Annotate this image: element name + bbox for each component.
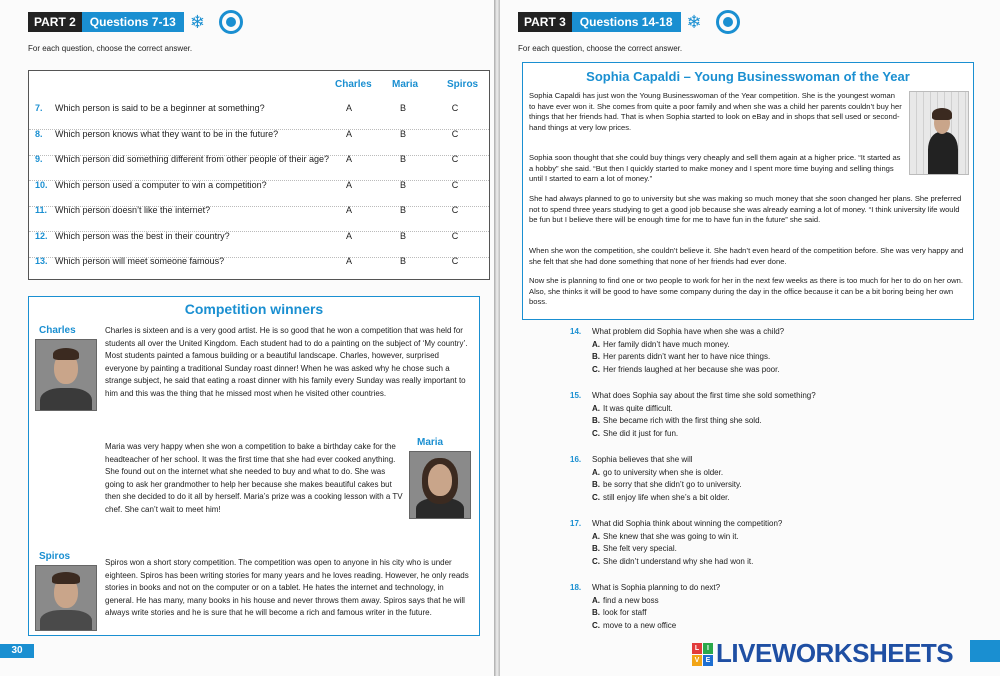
option-text: go to university when she is older. — [603, 467, 724, 477]
option-letter: C. — [592, 620, 600, 630]
option-letter: B. — [592, 544, 600, 553]
question-number: 10. — [35, 179, 48, 190]
option-text: Her friends laughed at her because she was poor. — [603, 364, 780, 374]
instruction: For each question, choose the correct answer. — [28, 44, 193, 53]
question-number: 18. — [570, 583, 582, 592]
option-letter: A. — [592, 531, 600, 541]
question-text: Sophia believes that she will — [592, 455, 693, 464]
question-number: 17. — [570, 519, 582, 528]
option-letter: B. — [592, 480, 600, 489]
match-row — [29, 180, 489, 207]
option-b[interactable]: B — [399, 128, 406, 139]
part-label: PART 2 — [28, 12, 82, 32]
option-letter: B. — [592, 608, 600, 617]
option-letter: C. — [592, 556, 600, 566]
article-paragraph-5: Now she is planning to find one or two people to work for her in the next few weeks as there is too much for her to do on her own. Also, she thinks it will be good to have some company during the day in the office because it can be a bit boring being her own boss. — [529, 276, 963, 306]
answer-option[interactable] — [570, 479, 742, 492]
article-paragraph-1: Sophia Capaldi has just won the Young Businesswoman of the Year competition. She is the youngest woman to have ever won it. She comes from quite a poor family and when she was a child her parents couldn’t buy her things that her friends had. That is when Sophia started to look on eBay and in shops that sell used or second-hand things at very low prices. — [529, 91, 902, 132]
option-a[interactable]: A — [345, 205, 352, 215]
question-stem — [570, 454, 742, 467]
question-text: What is Sophia planning to do next? — [592, 583, 721, 592]
logo-text: LIVEWORKSHEETS — [716, 638, 954, 668]
option-a[interactable]: A — [345, 230, 352, 241]
spiros-name: Spiros — [39, 551, 71, 562]
question-text: Which person doesn’t like the internet? — [55, 205, 211, 215]
option-text: be sorry that she didn’t go to university. — [603, 480, 742, 489]
option-letter: C. — [592, 364, 600, 374]
question-number: 9. — [35, 154, 43, 164]
target-icon — [716, 10, 740, 34]
option-c[interactable]: C — [451, 128, 459, 139]
question-number: 16. — [570, 455, 582, 464]
snowflake-icon: ❄ — [189, 12, 205, 32]
match-row — [29, 205, 489, 232]
answer-option[interactable] — [570, 607, 720, 620]
option-letter: C. — [592, 428, 600, 438]
question-number: 13. — [35, 256, 48, 266]
option-b[interactable]: B — [399, 179, 406, 190]
matching-table — [28, 70, 490, 280]
answer-option[interactable] — [570, 620, 720, 633]
header-spiros: Spiros — [447, 79, 479, 90]
question-block — [570, 326, 784, 376]
option-a[interactable]: A — [345, 128, 352, 139]
option-text: Her family didn’t have much money. — [603, 339, 730, 349]
option-c[interactable]: C — [451, 205, 459, 215]
article-box — [522, 62, 974, 320]
question-text: Which person will meet someone famous? — [55, 256, 225, 266]
right-page — [500, 0, 1000, 676]
match-row — [29, 231, 489, 258]
article-title: Sophia Capaldi – Young Businesswoman of the Year — [586, 69, 910, 84]
question-number: 15. — [570, 391, 582, 400]
answer-option[interactable] — [570, 543, 782, 556]
logo-icon: L I V E — [692, 643, 712, 665]
question-number: 14. — [570, 327, 582, 336]
match-row — [29, 256, 489, 282]
businesswoman-photo — [909, 91, 969, 175]
answer-option[interactable] — [570, 531, 782, 544]
answer-option[interactable] — [570, 364, 784, 377]
answer-option[interactable] — [570, 492, 742, 505]
answer-option[interactable] — [570, 556, 782, 569]
match-row — [29, 103, 489, 130]
option-letter: A. — [592, 467, 600, 477]
question-stem — [570, 582, 720, 595]
option-text: find a new boss — [603, 595, 659, 605]
question-number: 12. — [35, 230, 48, 241]
option-letter: C. — [592, 492, 600, 502]
question-block — [570, 390, 816, 440]
option-text: She felt very special. — [603, 544, 677, 553]
liveworksheets-logo — [692, 638, 953, 669]
option-c[interactable]: C — [451, 230, 459, 241]
option-c[interactable]: C — [451, 154, 459, 164]
option-b[interactable]: B — [399, 205, 406, 215]
question-text: Which person knows what they want to be in the future? — [55, 128, 279, 139]
option-text: still enjoy life when she’s a bit older. — [603, 492, 730, 502]
question-text: What problem did Sophia have when she was a child? — [592, 327, 785, 336]
option-a[interactable]: A — [345, 154, 352, 164]
question-text: What does Sophia say about the first time she sold something? — [592, 391, 816, 400]
question-block — [570, 518, 782, 568]
question-text: Which person used a computer to win a competition? — [55, 179, 267, 190]
option-text: She became rich with the first thing she sold. — [603, 416, 762, 425]
option-text: She did it just for fun. — [603, 428, 679, 438]
option-b[interactable]: B — [399, 103, 406, 113]
instruction: For each question, choose the correct answer. — [518, 44, 683, 53]
header-maria: Maria — [392, 79, 419, 90]
option-letter: B. — [592, 352, 600, 361]
option-letter: A. — [592, 339, 600, 349]
question-block — [570, 454, 742, 504]
answer-option[interactable] — [570, 428, 816, 441]
spiros-photo — [35, 565, 97, 631]
article-paragraph-2: Sophia soon thought that she could buy things very cheaply and sell them again at a higher price. “It started as a hobby” she said. “But then I quickly started to make money and I spent more time buying and selling things until I started to earn a lot of money.” — [529, 153, 901, 183]
match-row — [29, 129, 489, 156]
article-paragraph-3: She had always planned to go to university but she was making so much money that she soon changed her plans. She preferred not to spend three years studying to get a good job because she was already earning a lot of money. “I think university life would be fun but I believe there will be enough time for me to have fun in the future” she said. — [529, 194, 962, 224]
question-text: Which person was the best in their country? — [55, 230, 230, 241]
competition-box — [28, 296, 480, 636]
maria-text: Maria was very happy when she won a competition to bake a birthday cake for the headteacher of her school. It was the first time that she had ever cooked anything. She found out on the internet what she needed to buy and what to do. She was going to ask her grandmother to help her because she makes beautiful cakes but then she decided to do it all by herself. Maria’s prize was a cooking lesson with a TV chef. She can’t wait to meet him! — [105, 442, 403, 514]
option-text: It was quite difficult. — [603, 403, 673, 413]
part-questions: Questions 7-13 — [82, 12, 184, 32]
option-letter: B. — [592, 416, 600, 425]
question-number: 11. — [35, 205, 48, 215]
maria-name: Maria — [417, 437, 444, 448]
option-b[interactable]: B — [399, 230, 406, 241]
article-paragraph-4: When she won the competition, she couldn’t believe it. She hadn’t even heard of the competition before. She was very happy and she felt that she had done something that none of her friends had ever done. — [529, 246, 964, 266]
part-questions: Questions 14-18 — [572, 12, 681, 32]
target-icon — [219, 10, 243, 34]
option-b[interactable]: B — [399, 256, 406, 266]
option-c[interactable]: C — [451, 179, 459, 190]
answer-option[interactable] — [570, 415, 816, 428]
answer-option[interactable] — [570, 595, 720, 608]
match-row — [29, 154, 489, 181]
option-text: move to a new office — [603, 620, 677, 630]
answer-option[interactable] — [570, 403, 816, 416]
question-number: 8. — [35, 128, 43, 139]
question-text: Which person did something different from other people of their age? — [55, 154, 329, 164]
spiros-text: Spiros won a short story competition. The competition was open to anyone in his city who is under eighteen. Spiros has been writing stories for many years and he loves reading. However, he only reads stories in books and not on the computer or on a tablet. He hates the internet and technology, in general. He has many, many books in his house and never throws them away. Spiros says that he will always write stories and he is sure that he will become a rich and famous writer in the future. — [105, 558, 469, 617]
question-text: Which person is said to be a beginner at something? — [55, 103, 265, 113]
option-text: She knew that she was going to win it. — [603, 531, 739, 541]
answer-option[interactable] — [570, 467, 742, 480]
option-text: look for staff — [603, 608, 647, 617]
question-number: 7. — [35, 103, 43, 113]
question-stem — [570, 326, 784, 339]
answer-option[interactable] — [570, 351, 784, 364]
charles-text: Charles is sixteen and is a very good artist. He is so good that he won a competition that was held for students all over the United Kingdom. Each student had to do a painting on the subject of ‘My country’. Most students painted a famous building or a beautiful landscape. Charles, however, surprised everyone by painting a traditional Sunday roast dinner! When he was asked why he chose such a strange subject, he said that eating a roast dinner with his family every Sunday was really important to him and this was the thing that he missed most when he visited other countries. — [105, 326, 468, 398]
option-letter: A. — [592, 595, 600, 605]
option-a[interactable]: A — [345, 103, 352, 113]
page-corner-tab — [970, 640, 1000, 662]
option-b[interactable]: B — [399, 154, 406, 164]
left-page — [0, 0, 494, 676]
answer-option[interactable] — [570, 339, 784, 352]
question-block — [570, 582, 720, 632]
header-charles: Charles — [335, 79, 372, 90]
option-text: Her parents didn’t want her to have nice things. — [603, 352, 771, 361]
question-text: What did Sophia think about winning the competition? — [592, 519, 783, 528]
part2-header — [28, 12, 243, 32]
question-stem — [570, 390, 816, 403]
question-stem — [570, 518, 782, 531]
option-a[interactable]: A — [345, 179, 352, 190]
charles-name: Charles — [39, 325, 76, 336]
option-text: She didn’t understand why she had won it. — [603, 556, 754, 566]
option-a[interactable]: A — [345, 256, 352, 266]
option-c[interactable]: C — [451, 103, 459, 113]
option-c[interactable]: C — [451, 256, 459, 266]
maria-photo — [409, 451, 471, 519]
part-label: PART 3 — [518, 12, 572, 32]
page-number: 30 — [0, 644, 34, 658]
charles-photo — [35, 339, 97, 411]
competition-title: Competition winners — [184, 301, 324, 317]
part3-header — [518, 12, 740, 32]
snowflake-icon: ❄ — [686, 12, 702, 32]
option-letter: A. — [592, 403, 600, 413]
